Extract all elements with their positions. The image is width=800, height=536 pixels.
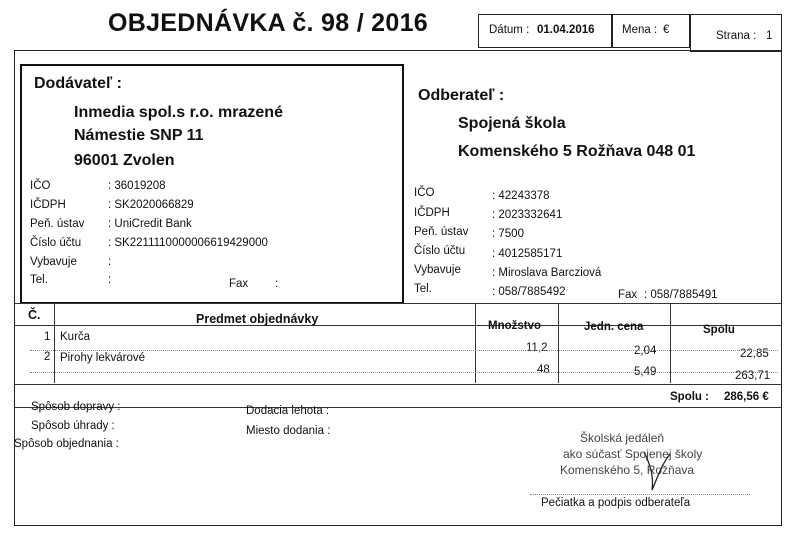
payment-label: Spôsob úhrady : bbox=[31, 420, 115, 432]
table-col-rule bbox=[670, 303, 671, 383]
table-col-rule bbox=[558, 303, 559, 383]
supplier-ico-value: : 36019208 bbox=[108, 180, 166, 192]
customer-tel-label: Tel. bbox=[414, 283, 432, 295]
supplier-name: Inmedia spol.s r.o. mrazené bbox=[74, 104, 283, 121]
row-unit: 5,49 bbox=[634, 366, 657, 378]
document-title: OBJEDNÁVKA č. 98 / 2016 bbox=[108, 9, 428, 37]
page-value: 1 bbox=[766, 30, 773, 42]
signature-line bbox=[530, 494, 750, 495]
supplier-icdph-value: : SK2020066829 bbox=[108, 199, 194, 211]
row-separator bbox=[30, 350, 778, 351]
supplier-bank-label: Peň. ústav bbox=[30, 218, 85, 230]
customer-heading: Odberateľ : bbox=[418, 87, 505, 104]
supplier-heading: Dodávateľ : bbox=[34, 75, 122, 92]
customer-ico-value: : 42243378 bbox=[492, 190, 550, 202]
table-col-rule bbox=[475, 303, 476, 383]
supplier-fax-value: : bbox=[275, 278, 279, 290]
col-header-total: Spolu bbox=[703, 324, 735, 336]
row-num: 2 bbox=[44, 351, 51, 363]
customer-bank-label: Peň. ústav bbox=[414, 226, 469, 238]
row-num: 1 bbox=[44, 331, 51, 343]
customer-tel-value: : 058/7885492 bbox=[492, 286, 566, 298]
supplier-fax-label: Fax bbox=[229, 278, 249, 290]
supplier-account-label: Číslo účtu bbox=[30, 237, 82, 249]
row-item: Kurča bbox=[60, 331, 91, 343]
sum-label: Spolu : bbox=[670, 391, 709, 403]
customer-bank-value: : 7500 bbox=[492, 228, 524, 240]
customer-account-label: Číslo účtu bbox=[414, 245, 466, 257]
stamp-line: Školská jedáleň bbox=[580, 431, 665, 445]
delivery-place-label: Miesto dodania : bbox=[246, 425, 331, 437]
supplier-city: 96001 Zvolen bbox=[74, 152, 175, 169]
order-method-label: Spôsob objednania : bbox=[14, 438, 119, 450]
customer-icdph-label: IČDPH bbox=[414, 207, 450, 219]
customer-icdph-value: : 2023332641 bbox=[492, 209, 563, 221]
page-label: Strana : bbox=[716, 30, 757, 42]
col-header-unit: Jedn. cena bbox=[584, 321, 644, 333]
currency-value: € bbox=[663, 24, 670, 36]
delivery-time-label: Dodacia lehota : bbox=[246, 405, 330, 417]
customer-fax-label: Fax bbox=[618, 289, 638, 301]
sum-bottom-rule bbox=[14, 407, 782, 408]
row-unit: 2,04 bbox=[634, 345, 657, 357]
row-qty: 11,2 bbox=[526, 342, 548, 354]
row-total: 263,71 bbox=[735, 370, 771, 382]
supplier-tel-value: : bbox=[108, 274, 112, 286]
supplier-ico-label: IČO bbox=[30, 180, 51, 192]
customer-contact-label: Vybavuje bbox=[414, 264, 461, 276]
customer-address: Komenského 5 Rožňava 048 01 bbox=[458, 143, 696, 160]
transport-label: Spôsob dopravy : bbox=[31, 401, 121, 413]
table-top-rule bbox=[14, 303, 782, 304]
table-col-rule bbox=[54, 303, 55, 383]
sum-top-rule bbox=[14, 384, 782, 385]
supplier-contact-label: Vybavuje bbox=[30, 256, 77, 268]
supplier-contact-value: : bbox=[108, 256, 112, 268]
date-label: Dátum : bbox=[489, 24, 530, 36]
supplier-tel-label: Tel. bbox=[30, 274, 48, 286]
row-item: Pirohy lekvárové bbox=[60, 352, 146, 364]
date-value: 01.04.2016 bbox=[537, 24, 595, 36]
customer-fax-value: : 058/7885491 bbox=[644, 289, 718, 301]
signature-scribble-icon bbox=[636, 446, 676, 496]
customer-name: Spojená škola bbox=[458, 115, 566, 132]
signature-label: Pečiatka a podpis odberateľa bbox=[541, 497, 691, 509]
supplier-account-value: : SK2211110000006619429000 bbox=[108, 237, 268, 249]
supplier-icdph-label: IČDPH bbox=[30, 199, 66, 211]
stamp-line: ako súčasť Spojenej školy bbox=[563, 447, 703, 461]
sum-value: 286,56 € bbox=[724, 391, 769, 403]
supplier-box bbox=[20, 64, 404, 304]
stamp-line: Komenského 5, Rožňava bbox=[560, 463, 695, 477]
row-qty: 48 bbox=[537, 364, 550, 376]
col-header-qty: Množstvo bbox=[488, 320, 542, 332]
customer-ico-label: IČO bbox=[414, 187, 435, 199]
customer-contact-value: : Miroslava Barcziová bbox=[492, 267, 602, 279]
currency-label: Mena : bbox=[622, 24, 658, 36]
customer-account-value: : 4012585171 bbox=[492, 248, 563, 260]
table-header-rule bbox=[14, 325, 782, 326]
supplier-street: Námestie SNP 11 bbox=[74, 127, 204, 144]
row-separator bbox=[30, 372, 778, 373]
supplier-bank-value: : UniCredit Bank bbox=[108, 218, 192, 230]
col-header-num: Č. bbox=[28, 308, 41, 322]
row-total: 22,85 bbox=[740, 348, 769, 360]
col-header-item: Predmet objednávky bbox=[196, 312, 319, 326]
